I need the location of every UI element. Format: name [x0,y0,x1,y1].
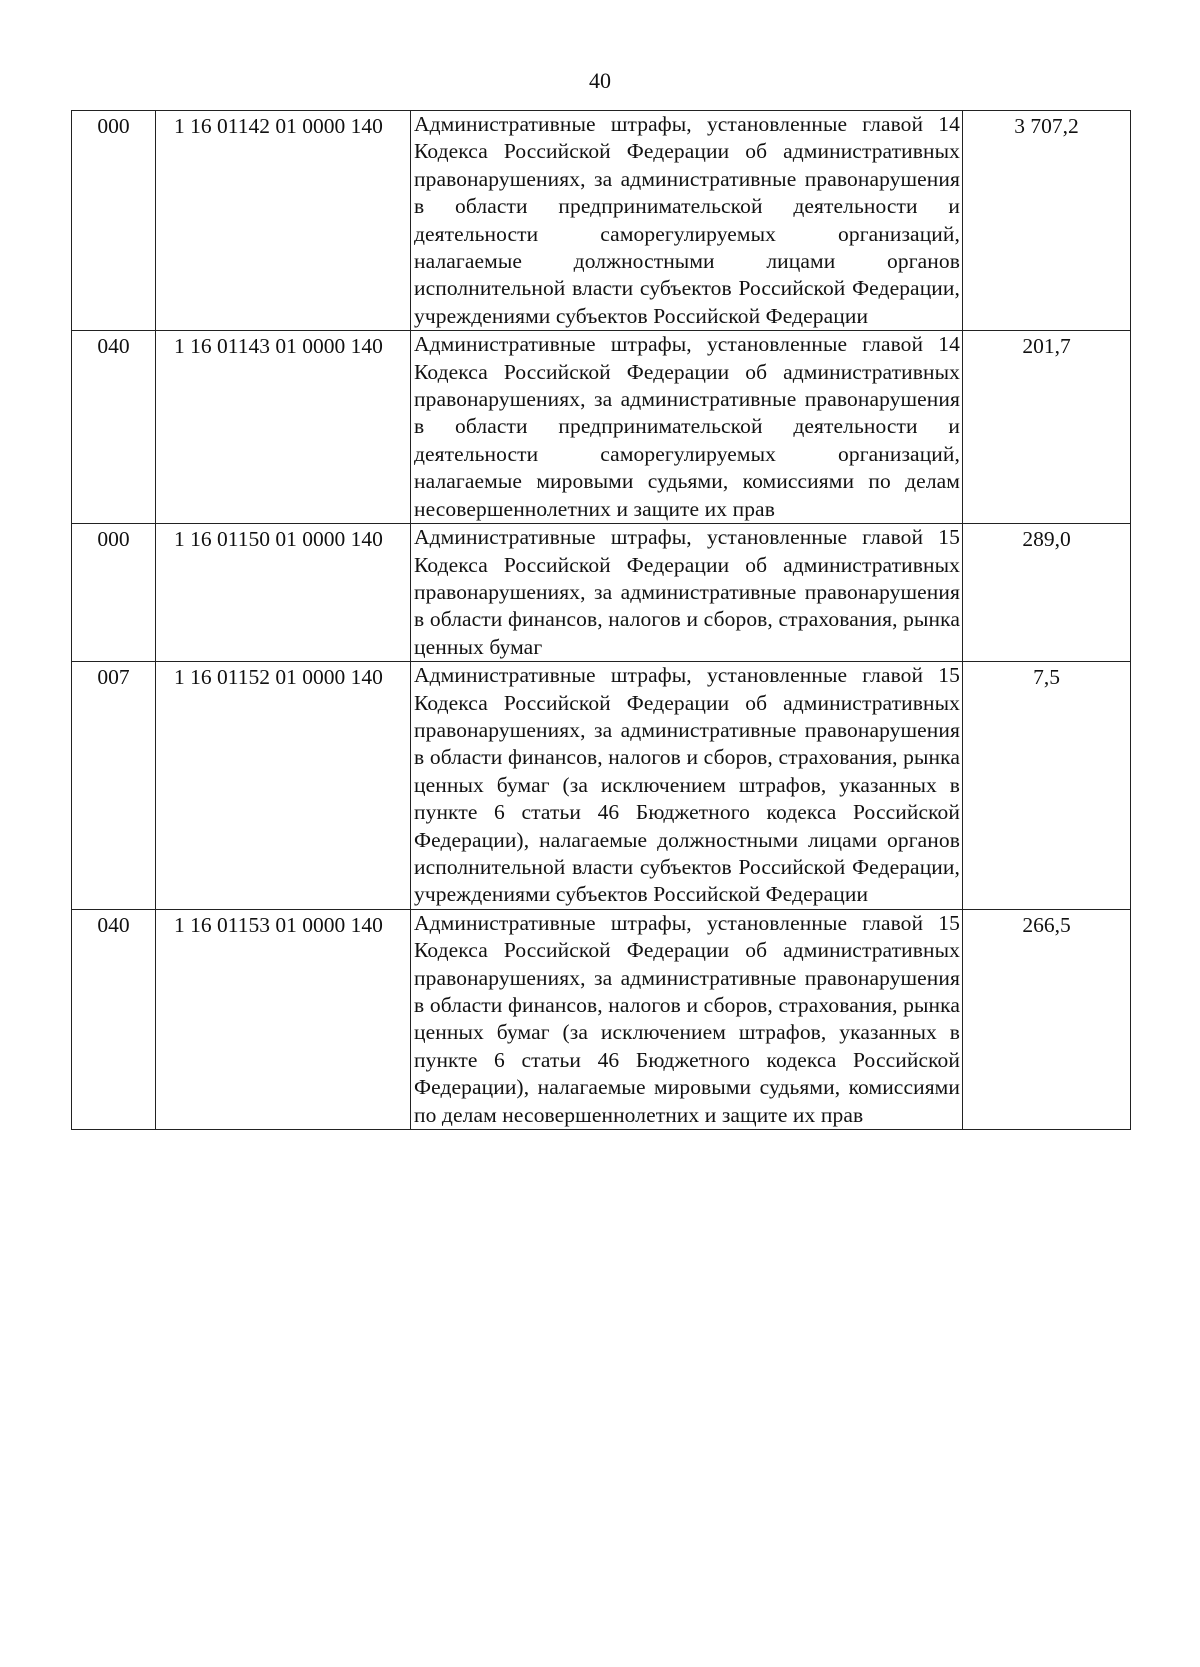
budget-code-cell: 1 16 01143 01 0000 140 [156,331,411,524]
description-cell: Административные штрафы, установленные главой 15 Кодекса Российской Федерации об административных правонарушениях, за административные правонарушения в области финансов, налогов и сборов, страхования, рынка ценных бумаг (за исключением штрафов, указанных в пункте 6 статьи 46 Бюджетного кодекса Российской Федерации), налагаемые должностными лицами органов исполнительной власти субъектов Российской Федерации, учреждениями субъектов Российской Федерации [411,662,963,910]
admin-code-cell: 040 [72,909,156,1129]
admin-code-cell: 000 [72,524,156,662]
amount-cell: 7,5 [963,662,1131,910]
description-cell: Административные штрафы, установленные главой 15 Кодекса Российской Федерации об административных правонарушениях, за административные правонарушения в области финансов, налогов и сборов, страхования, рынка ценных бумаг [411,524,963,662]
amount-cell: 289,0 [963,524,1131,662]
budget-code-cell: 1 16 01153 01 0000 140 [156,909,411,1129]
description-cell: Административные штрафы, установленные главой 15 Кодекса Российской Федерации об административных правонарушениях, за административные правонарушения в области финансов, налогов и сборов, страхования, рынка ценных бумаг (за исключением штрафов, указанных в пункте 6 статьи 46 Бюджетного кодекса Российской Федерации), налагаемые мировыми судьями, комиссиями по делам несовершеннолетних и защите их прав [411,909,963,1129]
table-row [72,524,1131,662]
budget-code-cell: 1 16 01152 01 0000 140 [156,662,411,910]
description-cell: Административные штрафы, установленные главой 14 Кодекса Российской Федерации об административных правонарушениях, за административные правонарушения в области предпринимательской деятельности и деятельности саморегулируемых организаций, налагаемые мировыми судьями, комиссиями по делам несовершеннолетних и защите их прав [411,331,963,524]
amount-cell: 201,7 [963,331,1131,524]
admin-code-cell: 007 [72,662,156,910]
budget-code-cell: 1 16 01142 01 0000 140 [156,111,411,331]
page-number: 40 [589,68,611,93]
table-row [72,331,1131,524]
table-row [72,909,1131,1129]
budget-code-cell: 1 16 01150 01 0000 140 [156,524,411,662]
admin-code-cell: 000 [72,111,156,331]
amount-cell: 266,5 [963,909,1131,1129]
table-row [72,662,1131,910]
admin-code-cell: 040 [72,331,156,524]
description-cell: Административные штрафы, установленные главой 14 Кодекса Российской Федерации об административных правонарушениях, за административные правонарушения в области предпринимательской деятельности и деятельности саморегулируемых организаций, налагаемые должностными лицами органов исполнительной власти субъектов Российской Федерации, учреждениями субъектов Российской Федерации [411,111,963,331]
table-row [72,111,1131,331]
budget-revenue-table [71,110,1131,1130]
amount-cell: 3 707,2 [963,111,1131,331]
